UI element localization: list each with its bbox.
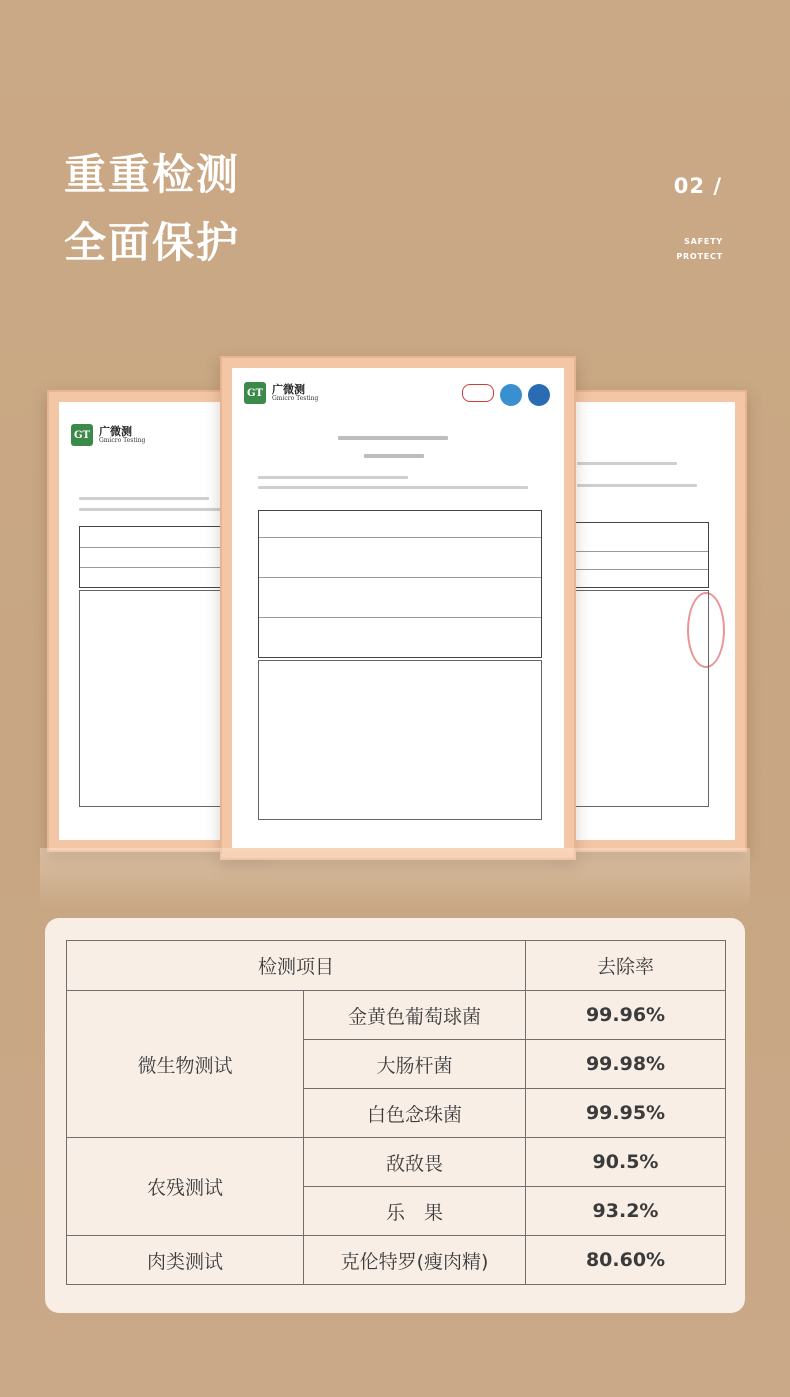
category-cell: 农残测试 xyxy=(67,1138,304,1236)
english-tag-line1: SAFETY xyxy=(684,237,723,246)
grid-line xyxy=(259,617,541,618)
gmicro-logo-icon: GT xyxy=(71,424,93,446)
item-cell: 乐 果 xyxy=(304,1187,526,1236)
logo-name-en: Gmicro Testing xyxy=(272,395,319,402)
rate-cell: 93.2% xyxy=(526,1187,726,1236)
text-placeholder xyxy=(79,497,209,500)
grid-line xyxy=(568,569,708,570)
frame-reflection xyxy=(40,848,750,908)
table-row xyxy=(67,1138,726,1187)
item-cell: 白色念珠菌 xyxy=(304,1089,526,1138)
results-table xyxy=(66,940,726,1285)
gmicro-logo-icon: GT xyxy=(244,382,266,404)
hero-title-line2: 全面保护 xyxy=(64,218,241,267)
certificate-paper xyxy=(232,368,564,848)
result-table-image xyxy=(567,522,709,588)
rate-cell: 99.98% xyxy=(526,1040,726,1089)
accreditation-badges xyxy=(462,384,550,406)
category-cell: 肉类测试 xyxy=(67,1236,304,1285)
text-placeholder xyxy=(577,484,697,487)
certificate-paper xyxy=(567,402,735,840)
grid-line xyxy=(568,551,708,552)
grid-line xyxy=(259,537,541,538)
text-placeholder xyxy=(364,454,424,458)
rate-cell: 99.96% xyxy=(526,991,726,1040)
table-header-row xyxy=(67,941,726,991)
grid-line xyxy=(80,567,240,568)
page-number: 02 / xyxy=(673,174,722,198)
english-tag-line2: PROTECT xyxy=(676,252,723,261)
item-cell: 敌敌畏 xyxy=(304,1138,526,1187)
text-placeholder xyxy=(338,436,448,440)
certificate-logo xyxy=(244,382,318,404)
certificate-frame-center xyxy=(220,356,576,860)
hero-title-line1: 重重检测 xyxy=(64,150,241,199)
logo-name-cn: 广微测 xyxy=(99,425,132,438)
blank-area xyxy=(567,590,709,807)
category-cell: 微生物测试 xyxy=(67,991,304,1138)
cnas-badge-icon xyxy=(528,384,550,406)
header-rate: 去除率 xyxy=(526,941,726,991)
item-cell: 克伦特罗(瘦肉精) xyxy=(304,1236,526,1285)
certificate-logo xyxy=(71,424,145,446)
certificate-frame-right xyxy=(555,390,747,852)
rate-cell: 90.5% xyxy=(526,1138,726,1187)
rate-cell: 80.60% xyxy=(526,1236,726,1285)
rate-cell: 99.95% xyxy=(526,1089,726,1138)
results-card xyxy=(45,918,745,1313)
result-table-image xyxy=(258,510,542,658)
result-table-image xyxy=(79,526,241,588)
logo-name-cn: 广微测 xyxy=(272,383,305,396)
table-row xyxy=(67,1236,726,1285)
logo-name-en: Gmicro Testing xyxy=(99,437,146,444)
grid-line xyxy=(259,577,541,578)
item-cell: 大肠杆菌 xyxy=(304,1040,526,1089)
item-cell: 金黄色葡萄球菌 xyxy=(304,991,526,1040)
blank-area xyxy=(258,660,542,820)
blank-area xyxy=(79,590,241,807)
grid-line xyxy=(80,547,240,548)
text-placeholder xyxy=(258,486,528,489)
table-row xyxy=(67,991,726,1040)
text-placeholder xyxy=(258,476,408,479)
ilac-mra-badge-icon xyxy=(500,384,522,406)
text-placeholder xyxy=(577,462,677,465)
text-placeholder xyxy=(79,508,229,511)
cma-badge-icon xyxy=(462,384,494,402)
header-item: 检测项目 xyxy=(67,941,526,991)
